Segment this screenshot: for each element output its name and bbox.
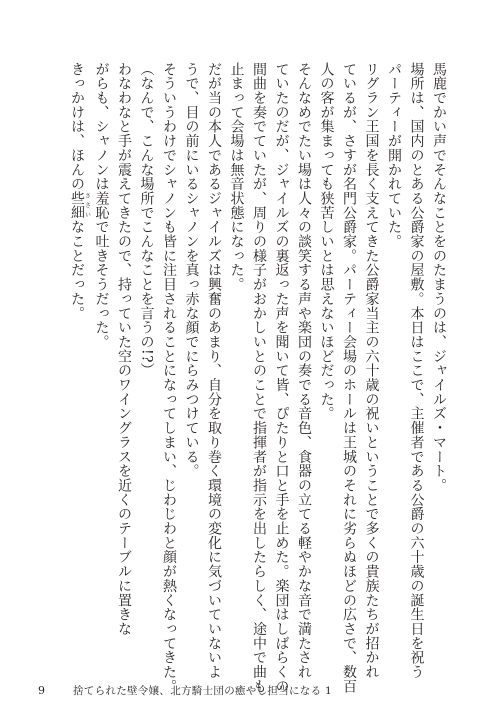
ruby-reading: ささい — [83, 191, 91, 220]
text-line: パーティーが開かれていた。 — [386, 62, 402, 249]
page-number: 9 — [38, 684, 45, 697]
text-line: がらも、シャノンは羞恥で吐きそうだった。 — [93, 62, 110, 349]
text-line-with-ruby: きっかけは、ほんの些細ささいなことだった。 — [69, 62, 91, 321]
text-line: わなわなと手が震えてきたので、持っていた空のワイングラスを近くのテーブルに置きな — [116, 62, 132, 636]
text-line: うで、目の前にいるシャノンを真っ赤な顔でにらみつけている。 — [183, 62, 200, 479]
page-footer — [38, 683, 332, 698]
text-line: 場所は、国内のとある公爵家の屋敷。本日はここで、主催者である公爵の六十歳の誕生日を祝う — [408, 62, 425, 680]
text-line: 止まって会場は無音状態になった。 — [228, 62, 245, 292]
text-line: ていたのだが、ジャイルズの裏返った声を聞いて皆、ぴたりと口と手を止めた。楽団はしばらくの — [273, 62, 290, 694]
running-title: 捨てられた壁令嬢、北方騎士団の癒やし担当になる 1 — [73, 685, 333, 697]
text-line: リグラン王国を長く支えてきた公爵家当主の六十歳の祝いということで多くの貴族たちが招かれ — [363, 62, 380, 680]
ruby-annotation: 些細ささい — [69, 191, 91, 220]
text-line: 間曲を奏でていたが、周りの様子がおかしいとのことで指揮者が指示を出したらしく、途中で曲も — [251, 62, 267, 694]
text-line: だが当の本人であるジャイルズは興奮のあまり、自分を取り巻く環境の変化に気づいていないよ — [206, 62, 222, 680]
text-line: 人の客が集まっても狭苦しいとは思えないほどだった。 — [318, 62, 335, 421]
text-line: （なんで、こんな場所でこんなことを言うの!?） — [138, 62, 155, 378]
text-line: そんなめでたい場は人々の談笑する声や楽団の奏でる音色、食器の立てる軽やかな音で満たされ — [296, 62, 312, 680]
text-line: 馬鹿でかい声でそんなことをのたまうのは、ジャイルズ・マート。 — [431, 62, 447, 493]
text-line: そういうわけでシャノンも皆に注目されることになってしまい、じわじわと顔が熱くなってきた。 — [161, 62, 177, 694]
text-line: ているが、さすが名門公爵家。パーティー会場のホールは王城のそれに劣らぬほどの広さで、数百 — [341, 62, 357, 694]
